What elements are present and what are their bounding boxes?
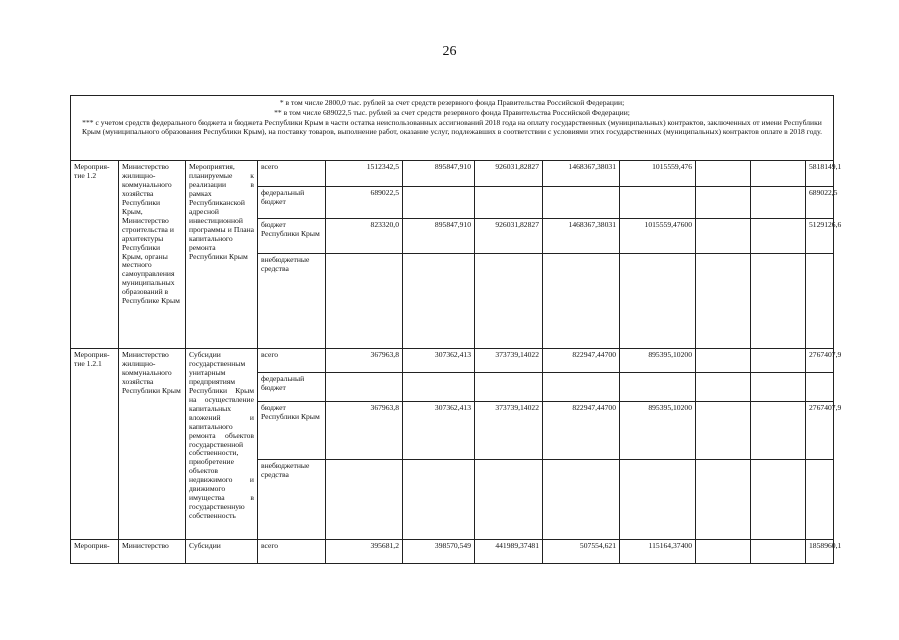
funding-source: всего: [258, 349, 326, 373]
value-cell: 895847,910: [403, 161, 475, 187]
value-cell: 895847,910: [403, 219, 475, 254]
value-cell: 822947,44700: [543, 402, 620, 460]
funding-source: всего: [258, 540, 326, 564]
value-cell: 1468367,38031: [543, 161, 620, 187]
value-cell: [751, 254, 806, 349]
value-cell: [751, 219, 806, 254]
value-cell: [475, 254, 543, 349]
value-cell: [403, 187, 475, 219]
value-cell: [403, 373, 475, 402]
total-cell: 2767407,9: [806, 402, 834, 460]
value-cell: [696, 161, 751, 187]
value-cell: [696, 373, 751, 402]
notes-row: [71, 96, 834, 161]
footnote-2: ** в том числе 689022,5 тыс. рублей за счет средств резервного фонда Правительства Российской Федерации;: [274, 107, 630, 117]
funding-source: федеральный бюджет: [258, 187, 326, 219]
value-cell: [475, 187, 543, 219]
value-cell: [751, 402, 806, 460]
value-cell: [620, 460, 696, 540]
footnotes: [71, 96, 834, 161]
value-cell: [620, 373, 696, 402]
measure-id: Мероприя-тие 1.2.1: [71, 349, 119, 540]
value-cell: [696, 460, 751, 540]
value-cell: 926031,82827: [475, 161, 543, 187]
measure-description: Субсидии государственным унитарным предприятиям Республики Крым на осуществление капитальных вложений и капитального ремонта объектов государственной собственности, приобретение объектов недвижимого и движимого имущества в государственную собственность: [186, 349, 258, 540]
value-cell: 895395,10200: [620, 402, 696, 460]
value-cell: [403, 460, 475, 540]
total-cell: 5818149,1: [806, 161, 834, 187]
measure-description: Субсидии: [186, 540, 258, 564]
value-cell: [543, 460, 620, 540]
value-cell: [696, 402, 751, 460]
value-cell: 1512342,5: [326, 161, 403, 187]
funding-source: бюджет Республики Крым: [258, 219, 326, 254]
value-cell: 398570,549: [403, 540, 475, 564]
total-cell: 1858960,1: [806, 540, 834, 564]
value-cell: 689022,5: [326, 187, 403, 219]
value-cell: 367963,8: [326, 402, 403, 460]
value-cell: [543, 373, 620, 402]
funding-source: внебюджетные средства: [258, 460, 326, 540]
total-cell: 2767407,9: [806, 349, 834, 373]
value-cell: [620, 187, 696, 219]
value-cell: 115164,37400: [620, 540, 696, 564]
value-cell: [751, 373, 806, 402]
value-cell: [696, 349, 751, 373]
measure-responsible: Министерство жилищно-коммунального хозяйства Республики Крым: [119, 349, 186, 540]
measure-description: Мероприятия, планируемые к реализации в рамках Республиканской адресной инвестиционной программы и Плана капитального ремонта Республики Крым: [186, 161, 258, 349]
value-cell: [696, 187, 751, 219]
value-cell: 367963,8: [326, 349, 403, 373]
total-cell: 5129126,6: [806, 219, 834, 254]
value-cell: [403, 254, 475, 349]
value-cell: [475, 373, 543, 402]
value-cell: 373739,14022: [475, 349, 543, 373]
value-cell: [751, 460, 806, 540]
value-cell: [696, 540, 751, 564]
value-cell: 822947,44700: [543, 349, 620, 373]
total-cell: [806, 373, 834, 402]
value-cell: [620, 254, 696, 349]
value-cell: 1015559,476: [620, 161, 696, 187]
value-cell: [326, 254, 403, 349]
measure-id: Мероприя-: [71, 540, 119, 564]
table-row: [71, 349, 834, 373]
value-cell: [751, 161, 806, 187]
value-cell: 373739,14022: [475, 402, 543, 460]
value-cell: [543, 187, 620, 219]
value-cell: [751, 349, 806, 373]
value-cell: [326, 373, 403, 402]
footnote-3: *** с учетом средств федерального бюджета и бюджета Республики Крым в части остатка неиспользованных ассигнований 2018 года на оплату государственных (муниципальных) контрактов, заключенных от имени Республики Крым (муниципального образования Республики Крым), на поставку товаров, выполнение работ, оказание услуг, подлежавших в соответствии с условиями этих государственных (муниципальных) контрактов оплате в 2018 году.: [82, 117, 822, 136]
value-cell: [751, 540, 806, 564]
value-cell: [696, 254, 751, 349]
footnote-1: * в том числе 2800,0 тыс. рублей за счет средств резервного фонда Правительства Российской Федерации;: [279, 98, 625, 107]
funding-source: внебюджетные средства: [258, 254, 326, 349]
value-cell: [543, 254, 620, 349]
value-cell: 441989,37481: [475, 540, 543, 564]
value-cell: 823320,0: [326, 219, 403, 254]
measure-responsible: Министерство жилищно-коммунального хозяйства Республики Крым, Министерство строительства и архитектуры Республики Крым, органы местного самоуправления муниципальных образований в Республике Крым: [119, 161, 186, 349]
measure-responsible: Министерство: [119, 540, 186, 564]
value-cell: 895395,10200: [620, 349, 696, 373]
value-cell: 507554,621: [543, 540, 620, 564]
measure-id: Мероприя-тие 1.2: [71, 161, 119, 349]
funding-source: федеральный бюджет: [258, 373, 326, 402]
funding-source: всего: [258, 161, 326, 187]
total-cell: [806, 254, 834, 349]
table-row: [71, 161, 834, 187]
page-number: 26: [442, 44, 457, 59]
budget-table: [70, 95, 842, 564]
total-cell: [806, 460, 834, 540]
value-cell: [751, 187, 806, 219]
funding-source: бюджет Республики Крым: [258, 402, 326, 460]
value-cell: [696, 219, 751, 254]
value-cell: 926031,82827: [475, 219, 543, 254]
value-cell: 395681,2: [326, 540, 403, 564]
value-cell: [326, 460, 403, 540]
table-row: [71, 540, 834, 564]
value-cell: 1015559,47600: [620, 219, 696, 254]
value-cell: 307362,413: [403, 349, 475, 373]
total-cell: 689022,5: [806, 187, 834, 219]
value-cell: 307362,413: [403, 402, 475, 460]
value-cell: [475, 460, 543, 540]
value-cell: 1468367,38031: [543, 219, 620, 254]
